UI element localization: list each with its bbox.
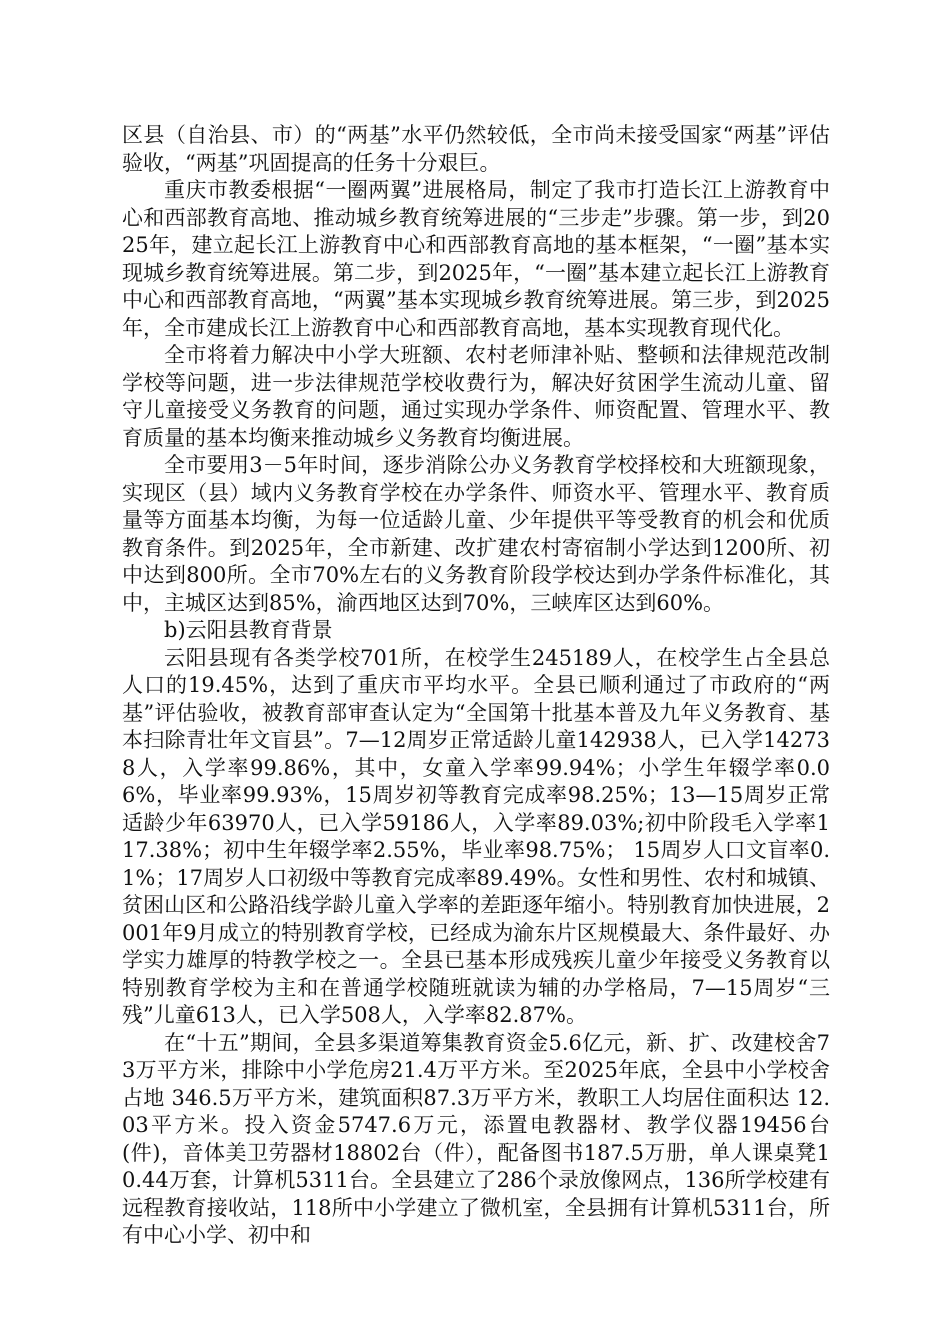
- paragraph-continuation: 区县（自治县、市）的“两基”水平仍然较低，全市尚未接受国家“两基”评估验收，“两基”巩固提高的任务十分艰巨。: [122, 123, 830, 175]
- section-heading-yunyang-education: b)云阳县教育背景: [164, 618, 333, 642]
- paragraph-yunyang-statistics: 云阳县现有各类学校701所，在校学生245189人，在校学生占全县总人口的19.45%，达到了重庆市平均水平。全县已顺利通过了市政府的“两基”评估验收，被教育部审查认定为“全国第十批基本普及九年义务教育、基本扫除青壮年文盲县”。7—12周岁正常适龄儿童142938人，已入学142738人，入学率99.86%，其中，女童入学率99.94%；小学生年辍学率0.06%，毕业率99.93%，15周岁初等教育完成率98.25%；13—15周岁正常适龄少年63970人，已入学59186人，入学率89.03%;初中阶段毛入学率117.38%；初中生年辍学率2.55%，毕业率98.75%； 15周岁人口文盲率0.1%；17周岁人口初级中等教育完成率89.49%。女性和男性、农村和城镇、贫困山区和公路沿线学龄儿童入学率的差距逐年缩小。特别教育加快进展，2001年9月成立的特别教育学校，已经成为渝东片区规模最大、条件最好、办学实力雄厚的特教学校之一。全县已基本形成残疾儿童少年接受义务教育以特别教育学校为主和在普通学校随班就读为辅的办学格局，7—15周岁“三残”儿童613人，已入学508人，入学率82.87%。: [122, 645, 830, 1027]
- document-body: [122, 122, 830, 1250]
- paragraph-school-standardization: 全市要用3－5年时间，逐步消除公办义务教育学校择校和大班额现象，实现区（县）域内义务教育学校在办学条件、师资水平、管理水平、教育质量等方面基本均衡，为每一位适龄儿童、少年提供平等受教育的机会和优质教育条件。到2025年，全市新建、改扩建农村寄宿制小学达到1200所、初中达到800所。全市70%左右的义务教育阶段学校达到办学条件标准化，其中，主城区达到85%，渝西地区达到70%，三峡库区达到60%。: [122, 453, 830, 615]
- paragraph-tenth-five-year-investment: 在“十五”期间，全县多渠道筹集教育资金5.6亿元，新、扩、改建校舍73万平方米，排除中小学危房21.4万平方米。至2025年底，全县中小学校舍占地 346.5万平方米，建筑面积87.3万平方米，教职工人均居住面积达 12.03平方米。投入资金5747.6万元，添置电教器材、教学仪器19456台(件)，音体美卫劳器材18802台（件），配备图书187.5万册，单人课桌凳10.44万套，计算机5311台。全县建立了286个录放像网点，136所学校建有远程教育接收站，118所中小学建立了微机室，全县拥有计算机5311台，所有中心小学、初中和: [122, 1030, 830, 1247]
- paragraph-compulsory-education-balance: 全市将着力解决中小学大班额、农村老师津补贴、整顿和法律规范改制学校等问题，进一步法律规范学校收费行为，解决好贫困学生流动儿童、留守儿童接受义务教育的问题，通过实现办学条件、师资配置、管理水平、教育质量的基本均衡来推动城乡义务教育均衡进展。: [122, 343, 830, 450]
- paragraph-three-step-plan: 重庆市教委根据“一圈两翼”进展格局，制定了我市打造长江上游教育中心和西部教育高地、推动城乡教育统筹进展的“三步走”步骤。第一步，到2025年，建立起长江上游教育中心和西部教育高地的基本框架，“一圈”基本实现城乡教育统筹进展。第二步，到2025年，“一圈”基本建立起长江上游教育中心和西部教育高地，“两翼”基本实现城乡教育统筹进展。第三步，到2025年，全市建成长江上游教育中心和西部教育高地，基本实现教育现代化。: [122, 178, 830, 340]
